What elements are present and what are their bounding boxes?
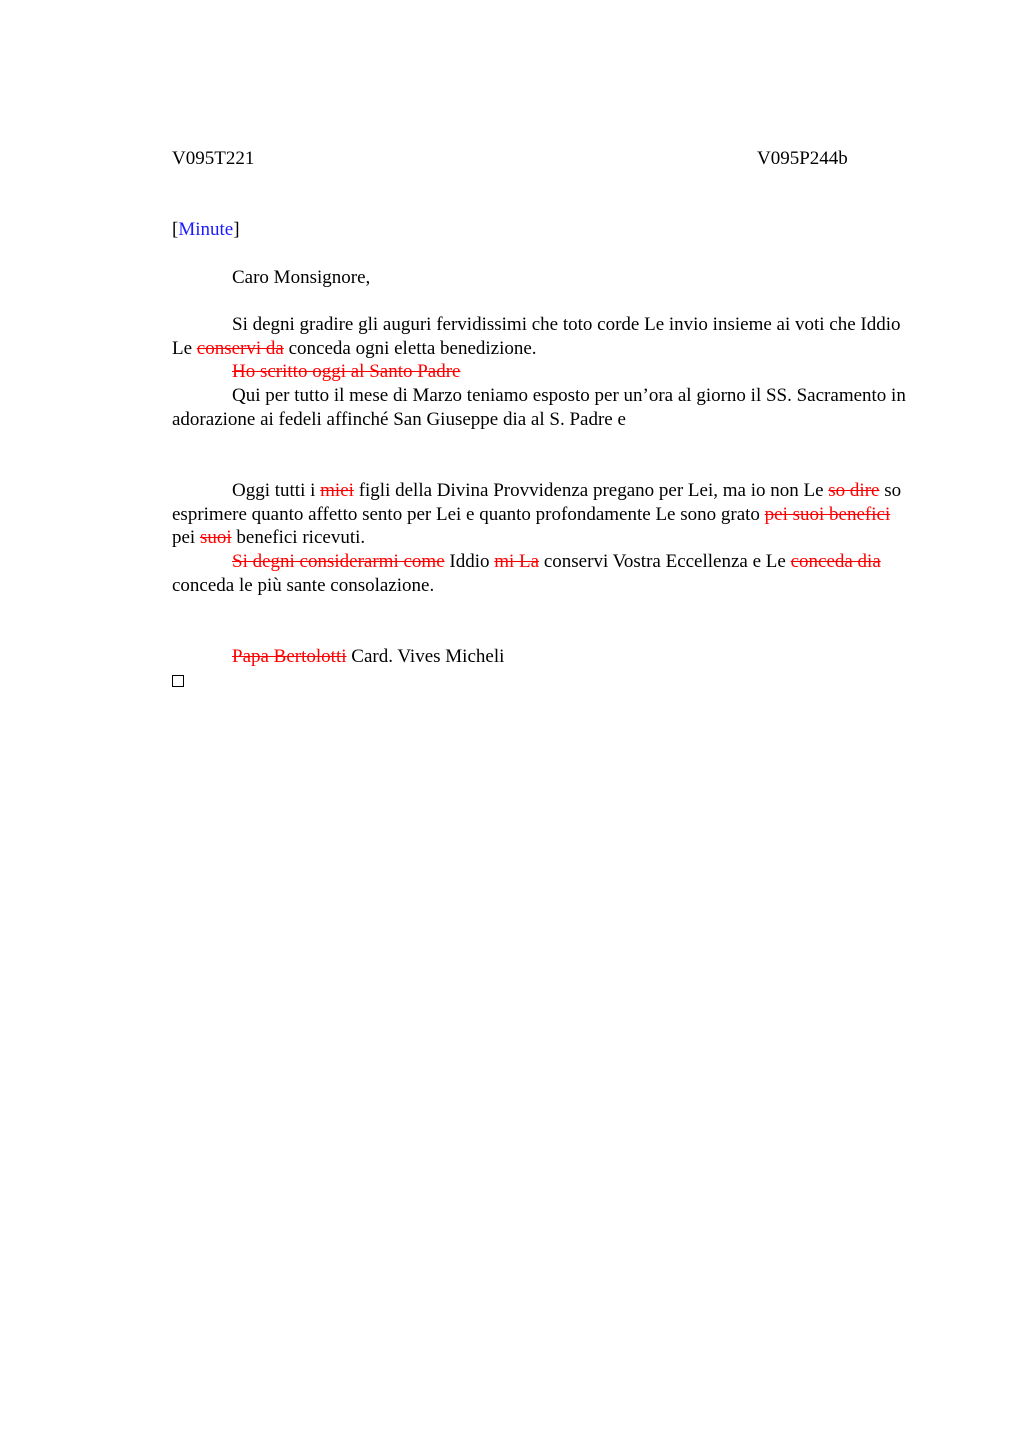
checkbox-icon xyxy=(172,675,184,687)
deleted-text: Papa Bertolotti xyxy=(232,646,347,668)
open-bracket: [ xyxy=(172,219,179,240)
text-run: conservi Vostra Eccellenza e Le xyxy=(539,550,791,572)
text-run: Si degni gradire gli auguri fervidissimi che toto corde Le invio insieme ai voti che Iddio Le xyxy=(172,314,901,359)
letter-body xyxy=(172,218,917,693)
text-run: Iddio xyxy=(444,550,495,572)
text-run: Oggi tutti i xyxy=(232,480,321,502)
spacer xyxy=(172,242,917,266)
deleted-text: conservi da xyxy=(196,337,284,359)
close-bracket: ] xyxy=(233,219,240,240)
salutation: Caro Monsignore, xyxy=(232,266,371,288)
text-run: pei xyxy=(172,527,200,549)
deleted-text: suoi xyxy=(199,527,232,549)
deleted-text: pei suoi benefici xyxy=(764,503,891,525)
minute-label-text: Minute xyxy=(178,219,234,240)
text-run: figli della Divina Provvidenza pregano per Lei, ma io non Le xyxy=(353,480,829,502)
paragraph-1 xyxy=(172,313,917,360)
text-run: so esprimere quanto affetto sento per Lei e quanto profondamente Le sono grato xyxy=(172,480,902,525)
deleted-text: so dire xyxy=(828,480,880,502)
document-code-left: V095T221 xyxy=(172,148,255,169)
document-code-right: V095P244b xyxy=(757,148,848,169)
paragraph-3: Qui per tutto il mese di Marzo teniamo esposto per un’ora al giorno il SS. Sacramento in adorazione ai fedeli affinché San Giuseppe dia al S. Padre e xyxy=(172,384,906,430)
deleted-text: mi La xyxy=(494,550,540,572)
paragraph-2 xyxy=(172,360,917,384)
checkbox-row xyxy=(172,669,917,694)
deleted-text: Ho scritto oggi al Santo Padre xyxy=(232,361,461,383)
deleted-text: Si degni considerarmi come xyxy=(232,550,445,572)
spacer xyxy=(172,597,917,645)
spacer xyxy=(172,431,917,479)
text-run: conceda le più sante consolazione. xyxy=(172,574,435,596)
paragraph-5 xyxy=(172,550,917,597)
deleted-text: miei xyxy=(320,480,354,502)
spacer xyxy=(172,289,917,313)
signature-name: Card. Vives Micheli xyxy=(346,646,505,668)
paragraph-4 xyxy=(172,479,917,550)
deleted-text: conceda dia xyxy=(790,550,881,572)
text-run: conceda ogni eletta benedizione. xyxy=(283,337,537,359)
minute-label xyxy=(172,218,917,242)
text-run: benefici ricevuti. xyxy=(231,527,366,549)
signature xyxy=(172,645,917,669)
